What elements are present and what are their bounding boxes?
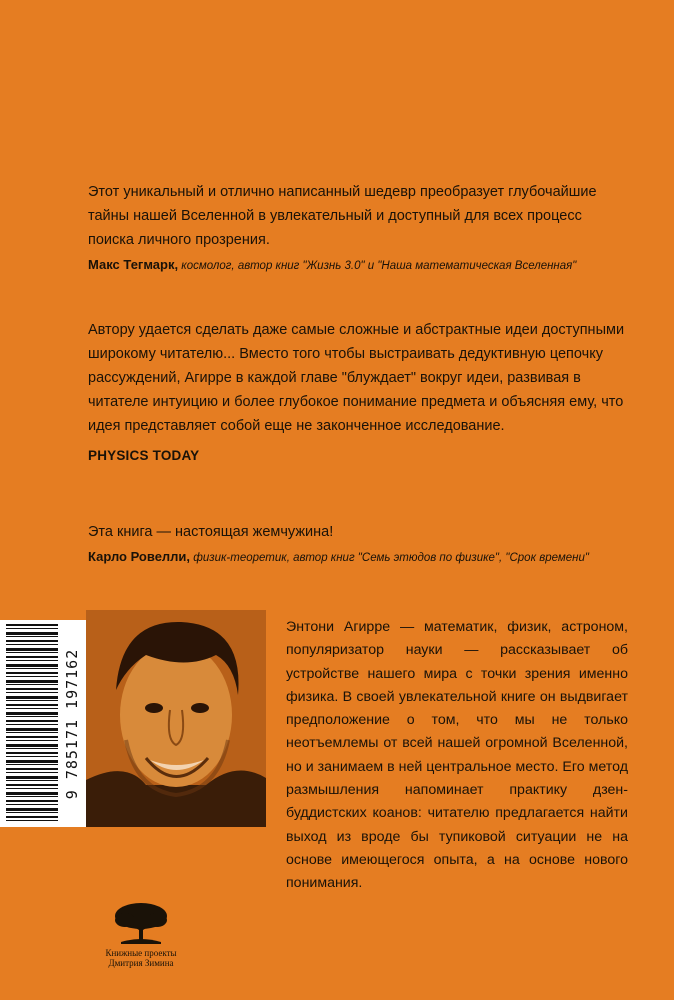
quote-attribution [88,549,628,566]
quote-rovelli [88,520,628,566]
tree-icon [111,900,171,948]
barcode-number: 9 785171 197162 [63,648,81,799]
quote-text: Этот уникальный и отлично написанный шедевр преобразует глубочайшие тайны нашей Вселенной в увлекательный и доступный для всех процесс поиска личного прозрения. [88,184,597,248]
quote-physics-today [88,318,628,463]
quote-tegmark [88,180,628,274]
quote-text: Автору удается сделать даже самые сложные и абстрактные идеи доступными широкому читателю... Вместо того чтобы выстраивать дедуктивную цепочку рассуждений, Агирре в каждой главе "блуждает" вокруг идеи, развивая в читателе интуицию и более глубокое понимание предмета и объясняя ему, что идея представляет собой еще не законченное исследование. [88,322,625,434]
author-portrait-icon [86,610,266,827]
barcode-bars [6,624,58,823]
isbn-barcode [0,620,86,827]
quote-text: Эта книга — настоящая жемчужина! [88,524,334,540]
quote-author-role: космолог, автор книг "Жизнь 3.0" и "Наша математическая Вселенная" [181,260,577,272]
publisher-line-1: Книжные проекты [105,948,177,958]
quote-author: Макс Тегмарк, [88,257,179,272]
publisher-logo [86,900,196,968]
publisher-line-2: Дмитрия Зимина [108,958,174,968]
author-bio: Энтони Агирре — математик, физик, астроном, популяризатор науки — рассказывает об устройстве нашего мира с точки зрения именно физика. В своей увлекательной книге он выдвигает предположение о том, что мы не только неотъемлемы от всей нашей огромной Вселенной, но и занимаем в ней центральное место. Его метод размышления напоминает практику дзен-буддистских коанов: читателю предлагается найти выход из вроде бы тупиковой ситуации не на основе имеющегося опыта, а на основе нового понимания. [286,619,628,892]
quote-author-role: физик-теоретик, автор книг "Семь этюдов по физике", "Срок времени" [193,552,589,564]
author-photo [86,610,266,827]
quote-source: PHYSICS TODAY [88,448,200,463]
quote-author: Карло Ровелли, [88,549,191,564]
quote-attribution [88,257,628,274]
